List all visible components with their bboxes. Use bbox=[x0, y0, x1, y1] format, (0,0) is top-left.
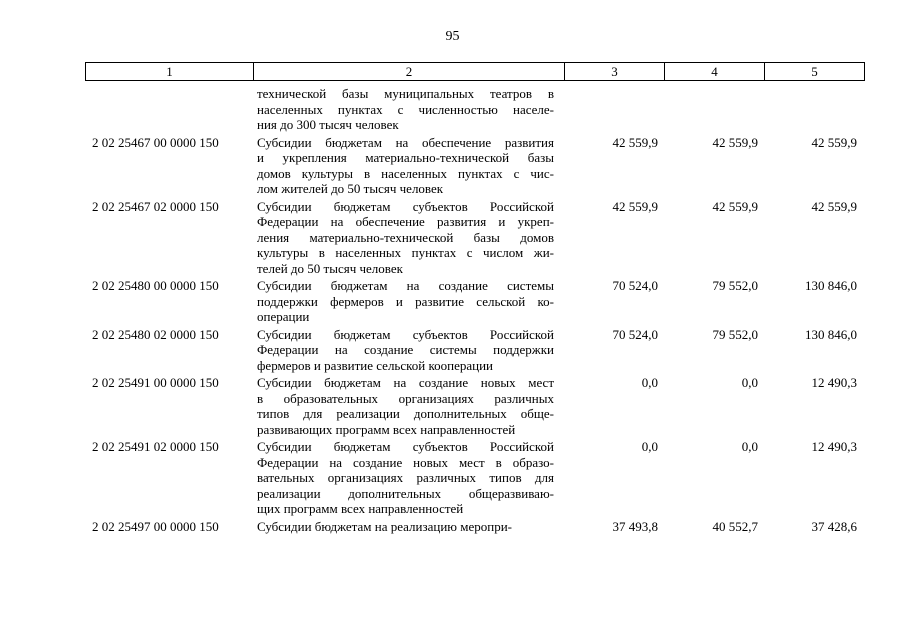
description-line: Субсидии бюджетам на обеспечение развития bbox=[257, 134, 554, 150]
column-header-2: 2 bbox=[254, 63, 565, 80]
amount-column-5 bbox=[764, 86, 863, 133]
column-header-1: 1 bbox=[86, 63, 254, 80]
budget-code: 2 02 25467 02 0000 150 bbox=[92, 198, 219, 214]
amount-column-3: 70 524,0 bbox=[612, 326, 658, 342]
budget-code: 2 02 25467 00 0000 150 bbox=[92, 134, 219, 150]
amount-column-5: 12 490,3 bbox=[811, 375, 857, 390]
amount-column-5: 130 846,0 bbox=[805, 278, 857, 293]
amount-column-4: 79 552,0 bbox=[712, 278, 758, 293]
budget-code: 2 02 25480 02 0000 150 bbox=[92, 326, 219, 342]
description-line: населенных пунктах с численностью населе- bbox=[257, 101, 554, 117]
amount-column-3: 0,0 bbox=[641, 375, 658, 390]
row-description bbox=[253, 439, 564, 517]
description-line: Федерации на создание системы поддержки bbox=[257, 342, 554, 357]
amount-column-4 bbox=[664, 86, 764, 133]
description-line: Субсидии бюджетам субъектов Российской bbox=[257, 326, 554, 342]
amount-column-4: 42 559,9 bbox=[712, 134, 758, 150]
description-line: фермеров и развитие сельской кооперации bbox=[257, 357, 494, 373]
budget-code: 2 02 25480 00 0000 150 bbox=[92, 278, 219, 293]
row-description bbox=[253, 519, 564, 535]
description-line: Федерации на создание новых мест в образо- bbox=[257, 454, 554, 470]
table-row bbox=[85, 519, 865, 535]
amount-column-3 bbox=[564, 86, 664, 133]
table-row bbox=[85, 327, 865, 374]
amount-column-4: 0,0 bbox=[741, 375, 758, 390]
table-row bbox=[85, 375, 865, 437]
description-line: операции bbox=[257, 309, 310, 324]
description-line: вательных организациях различных типов для bbox=[257, 470, 554, 485]
description-line: реализации дополнительных общеразвиваю- bbox=[257, 485, 554, 501]
table-row bbox=[85, 135, 865, 197]
description-line: развивающих программ всех направленностей bbox=[257, 421, 516, 437]
table-row bbox=[85, 199, 865, 277]
amount-column-3: 70 524,0 bbox=[612, 278, 658, 293]
row-description bbox=[253, 327, 564, 374]
description-line: Субсидии бюджетам на создание новых мест bbox=[257, 375, 554, 390]
budget-table-body bbox=[85, 86, 865, 534]
table-row bbox=[85, 439, 865, 517]
description-line: лом жителей до 50 тысяч человек bbox=[257, 181, 444, 196]
amount-column-5: 37 428,6 bbox=[811, 518, 857, 534]
description-line: Субсидии бюджетам субъектов Российской bbox=[257, 198, 554, 214]
row-description bbox=[253, 199, 564, 277]
description-line: культуры в населенных пунктах с числом жи- bbox=[257, 245, 554, 260]
description-line: телей до 50 тысяч человек bbox=[257, 260, 403, 276]
description-line: технической базы муниципальных театров в bbox=[257, 86, 554, 101]
column-header-3: 3 bbox=[565, 63, 665, 80]
amount-column-4: 42 559,9 bbox=[712, 198, 758, 214]
amount-column-3: 0,0 bbox=[641, 439, 658, 454]
column-header-4: 4 bbox=[665, 63, 765, 80]
amount-column-4: 40 552,7 bbox=[712, 518, 758, 534]
amount-column-3: 42 559,9 bbox=[612, 198, 658, 214]
description-line: ления материально-технической базы домов bbox=[257, 229, 554, 245]
amount-column-3: 42 559,9 bbox=[612, 134, 658, 150]
budget-code: 2 02 25491 02 0000 150 bbox=[92, 439, 219, 454]
row-description bbox=[253, 135, 564, 197]
amount-column-3: 37 493,8 bbox=[612, 518, 658, 534]
row-description bbox=[253, 278, 564, 325]
amount-column-4: 79 552,0 bbox=[712, 326, 758, 342]
amount-column-5: 12 490,3 bbox=[811, 439, 857, 454]
row-description bbox=[253, 86, 564, 133]
description-line: домов культуры в населенных пунктах с чис- bbox=[257, 165, 554, 181]
description-line: Субсидии бюджетам на реализацию меропри- bbox=[257, 518, 512, 534]
amount-column-5: 42 559,9 bbox=[811, 134, 857, 150]
description-line: Федерации на обеспечение развития и укреп- bbox=[257, 214, 554, 229]
description-line: типов для реализации дополнительных обще- bbox=[257, 406, 554, 421]
table-column-header bbox=[85, 62, 865, 81]
amount-column-5: 42 559,9 bbox=[811, 198, 857, 214]
description-line: поддержки фермеров и развитие сельской ко- bbox=[257, 293, 554, 309]
description-line: Субсидии бюджетам субъектов Российской bbox=[257, 439, 554, 454]
description-line: в образовательных организациях различных bbox=[257, 390, 554, 406]
amount-column-5: 130 846,0 bbox=[805, 326, 857, 342]
row-description bbox=[253, 375, 564, 437]
column-header-5: 5 bbox=[811, 64, 818, 79]
description-line: и укрепления материально-технической базы bbox=[257, 150, 554, 165]
page-number: 95 bbox=[445, 29, 460, 44]
description-line: ния до 300 тысяч человек bbox=[257, 117, 399, 132]
table-row bbox=[85, 278, 865, 325]
budget-code bbox=[85, 86, 253, 133]
description-line: щих программ всех направленностей bbox=[257, 501, 464, 516]
budget-code: 2 02 25497 00 0000 150 bbox=[92, 518, 219, 534]
budget-code: 2 02 25491 00 0000 150 bbox=[92, 375, 219, 390]
table-row bbox=[85, 86, 865, 133]
amount-column-4: 0,0 bbox=[741, 439, 758, 454]
description-line: Субсидии бюджетам на создание системы bbox=[257, 278, 554, 293]
